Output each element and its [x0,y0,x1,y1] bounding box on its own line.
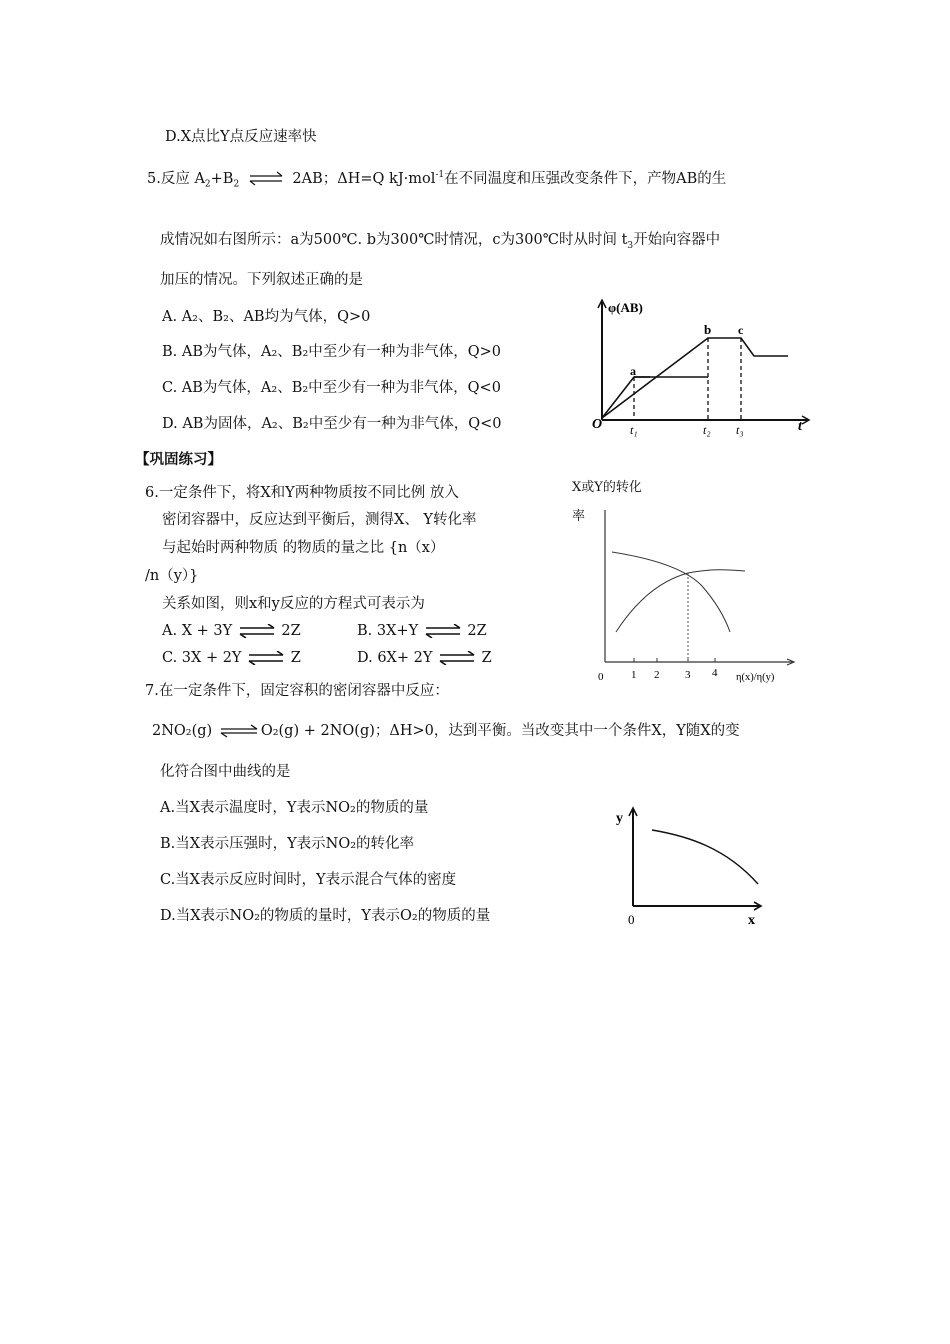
figure-conversion-vs-ratio [590,510,815,685]
q6-line5: 关系如图，则x和y反应的方程式可表示为 [162,596,425,612]
q6-line3: 与起始时两种物质 的物质的量之比 {n（x） [162,540,445,556]
fig2-curve-x [612,552,730,632]
fig2-ticklabel-4: 4 [712,667,718,679]
fig1-tick-t3: t₃ [736,423,744,437]
q5-stem: 5.反应 $A_2+B_2$ 2AB；ΔH=Q kJ·mol$^{-1}$在不同温度和压强改变条件下，产物AB的生 [147,170,727,190]
equilibrium-arrow-icon [423,624,463,638]
fig3-x-label: x [748,913,755,928]
fig1-curve-a [602,377,708,418]
equilibrium-arrow-icon [246,651,286,665]
q5-option-c: C. AB为气体，A₂、B₂中至少有一种为非气体，Q<0 [162,380,501,396]
equilibrium-arrow-icon [437,651,477,665]
fig1-label-b: b [704,322,712,337]
q5-option-d: D. AB为固体，A₂、B₂中至少有一种为非气体，Q<0 [162,416,502,432]
q4-option-d: D.X点比Y点反应速率快 [165,129,317,145]
q7-line2: 2NO₂(g) O₂(g) + 2NO(g)；ΔH>0，达到平衡。当改变其中一个条件X，Y随X的变 [152,723,740,739]
q6-option-a: A. X + 3Y 2Z [162,623,301,639]
fig3-curve [652,830,758,884]
fig2-title-line1: X或Y的转化 [572,480,642,495]
equilibrium-arrow-icon [217,724,261,738]
fig2-ticklabel-3: 3 [685,669,691,681]
q7-option-d: D.当X表示NO₂的物质的量时，Y表示O₂的物质的量 [160,908,491,924]
q7-option-b: B.当X表示压强时，Y表示NO₂的转化率 [160,836,415,852]
q6-option-d: D. 6X+ 2Y Z [357,650,492,666]
q7-line1: 7.在一定条件下，固定容积的密闭容器中反应： [145,683,449,699]
fig2-x-label: η(x)/η(y) [736,672,775,683]
q7-option-a: A.当X表示温度时，Y表示NO₂的物质的量 [160,800,429,816]
fig1-curve-b-c [602,338,788,418]
q5-option-a: A. A₂、B₂、AB均为气体，Q>0 [162,309,371,325]
q5-option-b: B. AB为气体，A₂、B₂中至少有一种为非气体，Q>0 [162,344,502,360]
fig1-label-c: c [738,323,744,337]
fig1-tick-t1: t₁ [630,423,638,437]
section-title: 【巩固练习】 [135,451,222,468]
q6-option-b: B. 3X+Y 2Z [357,623,487,639]
figure-y-vs-x [608,800,768,930]
fig3-y-label: y [616,811,623,826]
q6-line2: 密闭容器中，反应达到平衡后，测得X、 Y转化率 [162,512,477,528]
fig2-title-line2: 率 [572,509,586,524]
fig1-tick-t2: t₂ [703,423,711,437]
q5-line3: 加压的情况。下列叙述正确的是 [160,272,363,288]
fig1-x-label: t [798,419,802,434]
q5-line2: 成情况如右图所示：a为500℃. b为300℃时情况，c为300℃时从时间 $t_3$开始向容器中 [160,232,721,251]
fig2-ticklabel-1: 1 [631,669,637,681]
figure-phi-ab-vs-time [590,292,815,438]
q7-line3: 化符合图中曲线的是 [160,764,291,780]
fig1-origin: O [592,417,603,432]
fig3-origin: 0 [628,912,635,927]
fig1-label-a: a [630,364,636,378]
q7-option-c: C.当X表示反应时间时，Y表示混合气体的密度 [160,872,457,888]
q6-option-c: C. 3X + 2Y Z [162,650,301,666]
fig2-curve-y [616,570,745,632]
equilibrium-arrow-icon [244,171,288,187]
fig1-y-label: φ(AB) [608,300,643,315]
equilibrium-arrow-icon [237,624,277,638]
q6-line1: 6.一定条件下，将X和Y两种物质按不同比例 放入 [145,485,459,501]
fig2-ticklabel-2: 2 [654,669,660,681]
fig2-ticklabel-0: 0 [598,671,604,683]
q6-line4: /n（y）} [145,568,199,584]
